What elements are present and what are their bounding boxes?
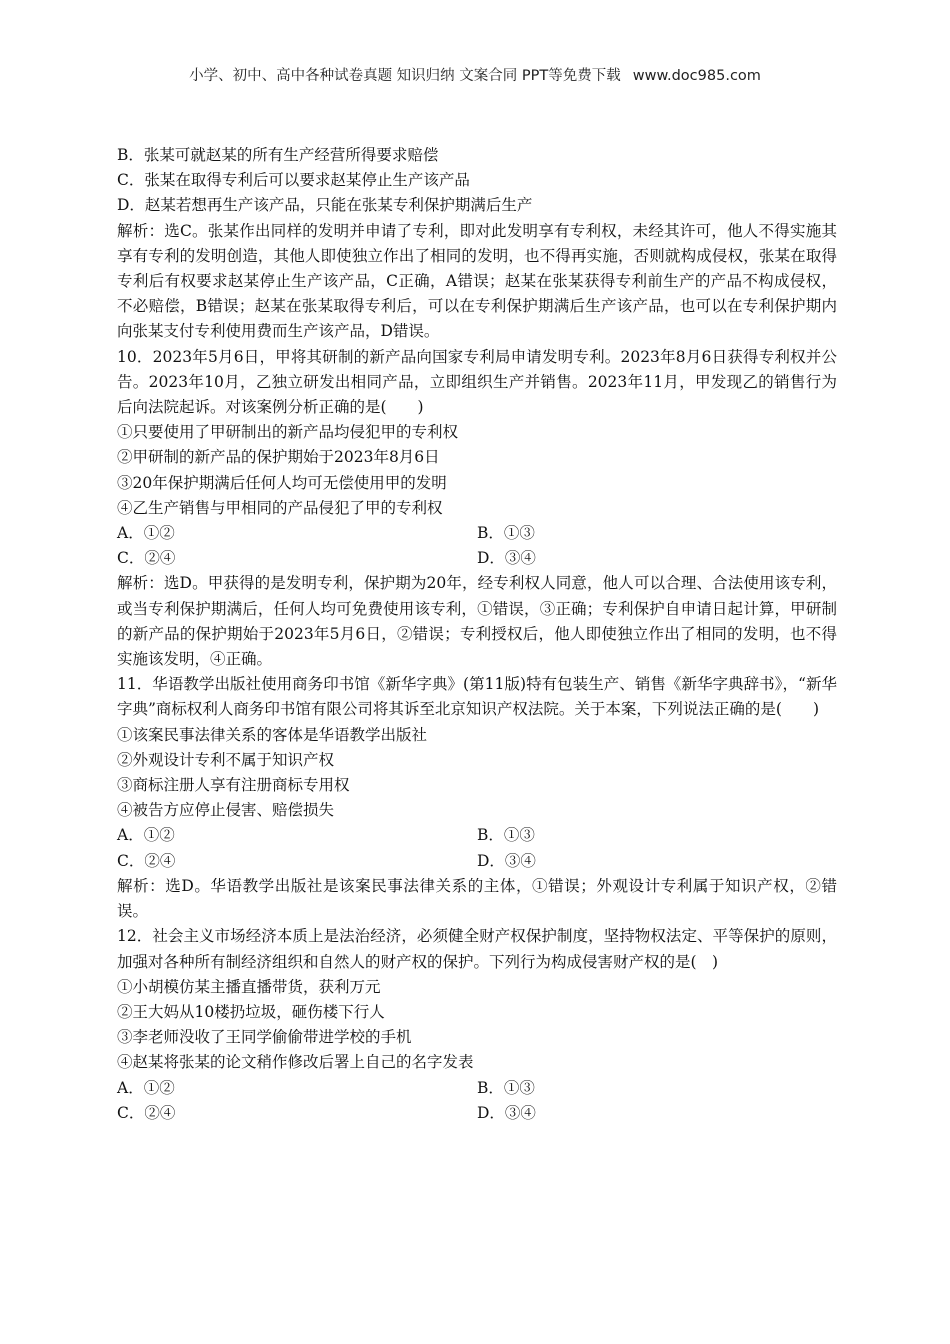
q10-option-c: C．②④ [117,549,176,568]
q12-item: ③李老师没收了王同学偷偷带进学校的手机 [117,1028,412,1047]
q10-options-row-2 [117,546,837,571]
q9-option-c: C．张某在取得专利后可以要求赵某停止生产该产品 [117,171,470,190]
q11-item: ④被告方应停止侵害、赔偿损失 [117,801,335,820]
q10-item: ②甲研制的新产品的保护期始于2023年8月6日 [117,448,440,467]
q11-stem: 11．华语教学出版社使用商务印书馆《新华字典》(第11版)特有包装生产、销售《新华字典辞书》，“新华字典”商标权利人商务印书馆有限公司将其诉至北京知识产权法院。关于本案，下列说法正确的是( ) [117,675,837,719]
header-text: 小学、初中、高中各种试卷真题 知识归纳 文案合同 PPT等免费下载 [189,68,621,84]
q10-option-a: A．①② [117,524,175,543]
q9-analysis: 解析：选C。张某作出同样的发明并申请了专利，即对此发明享有专利权，未经其许可，他人不得实施其享有专利的发明创造，其他人即使独立作出了相同的发明，也不得再实施，否则就构成侵权，张某在取得专利后有权要求赵某停止生产该产品，C正确，A错误；赵某在张某获得专利前生产的产品不构成侵权，不必赔偿，B错误；赵某在张某取得专利后，可以在专利保护期满后生产该产品，也可以在专利保护期内向张某支付专利使用费而生产该产品，D错误。 [117,221,837,341]
q11-option-d: D．③④ [477,851,536,870]
q12-item: ②王大妈从10楼扔垃圾，砸伤楼下行人 [117,1002,385,1021]
q12-option-d: D．③④ [477,1103,536,1122]
page-header [0,64,950,85]
q11-option-a: A．①② [117,826,175,845]
q10-stem: 10．2023年5月6日，甲将其研制的新产品向国家专利局申请发明专利。2023年8月6日获得专利权并公告。2023年10月，乙独立研发出相同产品，立即组织生产并销售。2023年11月，甲发现乙的销售行为后向法院起诉。对该案例分析正确的是( ) [117,347,837,417]
q10-option-b: B．①③ [477,524,535,543]
q10-item: ①只要使用了甲研制出的新产品均侵犯甲的专利权 [117,423,459,442]
header-url[interactable]: www.doc985.com [632,68,761,84]
q11-options-row-1 [117,823,837,848]
q10-item: ③20年保护期满后任何人均可无偿使用甲的发明 [117,473,447,492]
q9-option-d: D．赵某若想再生产该产品，只能在张某专利保护期满后生产 [117,196,533,215]
q12-options-row-1 [117,1076,837,1101]
document-body [117,143,837,1126]
q11-options-row-2 [117,849,837,874]
q12-option-c: C．②④ [117,1103,176,1122]
q12-option-a: A．①② [117,1078,175,1097]
q11-analysis: 解析：选D。华语教学出版社是该案民事法律关系的主体，①错误；外观设计专利属于知识产权，②错误。 [117,876,837,921]
q12-options-row-2 [117,1101,837,1126]
q9-option-b: B．张某可就赵某的所有生产经营所得要求赔偿 [117,146,439,164]
q12-item: ④赵某将张某的论文稍作修改后署上自己的名字发表 [117,1053,474,1072]
q11-option-c: C．②④ [117,851,176,870]
q11-option-b: B．①③ [477,826,535,845]
q10-item: ④乙生产销售与甲相同的产品侵犯了甲的专利权 [117,498,443,517]
q12-option-b: B．①③ [477,1078,535,1097]
q10-analysis: 解析：选D。甲获得的是发明专利，保护期为20年，经专利权人同意，他人可以合理、合法使用该专利，或当专利保护期满后，任何人均可免费使用该专利，①错误，③正确；专利保护自申请日起计算，甲研制的新产品的保护期始于2023年5月6日，②错误；专利授权后，他人即使独立作出了相同的发明，也不得实施该发明，④正确。 [117,574,837,669]
q11-item: ②外观设计专利不属于知识产权 [117,750,335,769]
q11-item: ①该案民事法律关系的客体是华语教学出版社 [117,725,428,744]
q11-item: ③商标注册人享有注册商标专用权 [117,776,350,795]
q10-options-row-1 [117,521,837,546]
q12-item: ①小胡模仿某主播直播带货，获利万元 [117,977,381,996]
q12-stem: 12．社会主义市场经济本质上是法治经济，必须健全财产权保护制度，坚持物权法定、平等保护的原则，加强对各种所有制经济组织和自然人的财产权的保护。下列行为构成侵害财产权的是( ) [117,927,837,971]
q10-option-d: D．③④ [477,549,536,568]
